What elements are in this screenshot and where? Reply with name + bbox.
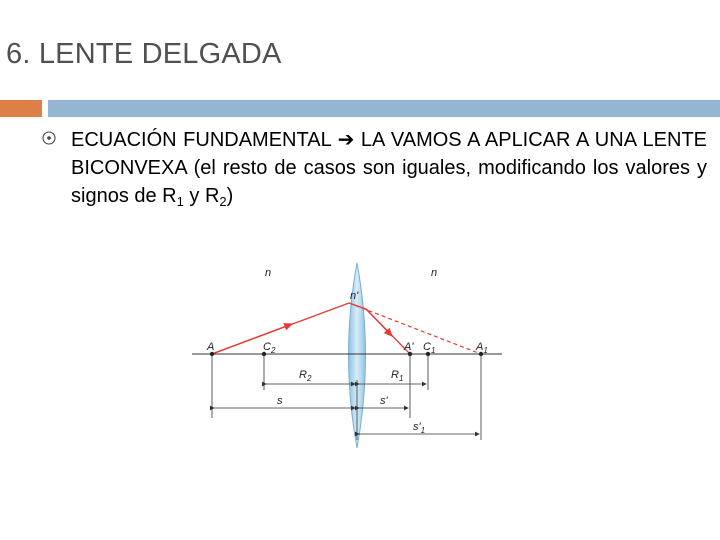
label-n-lens: n' bbox=[350, 290, 359, 302]
incident-ray-arrow bbox=[212, 324, 292, 354]
label-s: s bbox=[277, 395, 283, 407]
virtual-ray-dashed bbox=[349, 303, 481, 354]
right-arrow-icon: ➔ bbox=[337, 129, 355, 151]
label-s1-prime: $s'_1$ bbox=[413, 421, 426, 435]
label-n-right: n bbox=[431, 267, 438, 279]
bullet-text-main: ECUACIÓN FUNDAMENTAL bbox=[71, 129, 338, 151]
label-A-prime: A' bbox=[404, 341, 414, 353]
bullet-text-and: y R bbox=[183, 185, 220, 207]
label-R2: $R_2$ bbox=[299, 369, 312, 383]
bullet-text-rest: LA VAMOS A APLICAR A UNA LENTE BICONVEXA (el resto de casos son iguales, modificando los valores y signos de R bbox=[71, 129, 707, 207]
label-A1: $A_1$ bbox=[476, 341, 488, 355]
label-A: A bbox=[207, 341, 215, 353]
label-n-left: n bbox=[265, 267, 272, 279]
refracted-ray-out-arrow bbox=[366, 309, 392, 336]
subscript-2: 2 bbox=[219, 194, 227, 209]
subscript-1: 1 bbox=[176, 194, 184, 209]
page-title: 6. LENTE DELGADA bbox=[6, 38, 282, 70]
bullet-text-end: ) bbox=[226, 185, 234, 207]
label-s-prime: s' bbox=[380, 395, 388, 407]
label-R1: $R_1$ bbox=[391, 369, 404, 383]
label-C2: $C_2$ bbox=[263, 341, 276, 355]
label-C1: $C_1$ bbox=[423, 341, 436, 355]
